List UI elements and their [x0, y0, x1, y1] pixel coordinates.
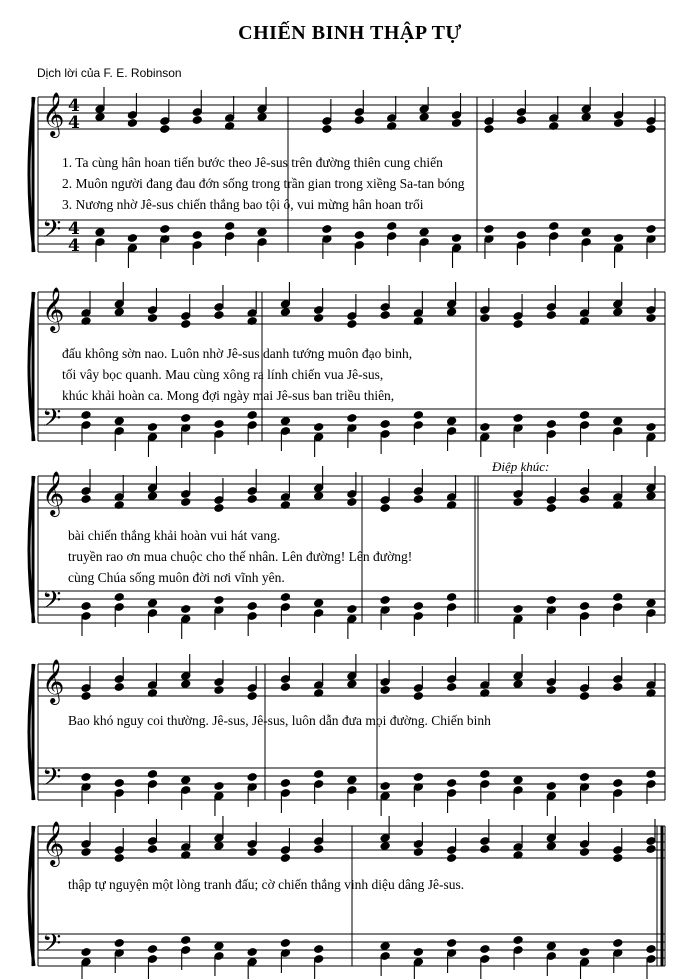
- treble-clef-icon: 𝄞: [42, 92, 65, 136]
- bass-clef-icon: 𝄢: [42, 404, 62, 439]
- time-signature-top: 4: [68, 96, 80, 116]
- time-signature-top: 4: [68, 219, 80, 239]
- bass-clef-icon: 𝄢: [42, 763, 62, 798]
- lyric-line-s3-v1: bài chiến thắng khải hoàn vui hát vang.: [68, 528, 281, 543]
- lyric-line-s2-v3: khúc khải hoàn ca. Mong đợi ngày mai Jê-sus ban triều thiên,: [62, 388, 395, 403]
- bass-clef-icon: 𝄢: [42, 215, 62, 250]
- time-signature-bottom: 4: [68, 236, 80, 256]
- lyric-line-s2-v2: tối vây bọc quanh. Mau cùng xông ra lính chiến vua Jê-sus,: [62, 367, 384, 382]
- lyric-line-s1-v2: 2. Muôn người đang đau đớn sống trong trần gian trong xiềng Sa-tan bóng: [62, 176, 465, 191]
- lyric-line-s1-v3: 3. Nương nhờ Jê-sus chiến thắng bao tội ô, vui mừng hân hoan trổi: [62, 197, 424, 212]
- treble-clef-icon: 𝄞: [42, 659, 65, 703]
- bass-clef-icon: 𝄢: [42, 586, 62, 621]
- translation-credit: Dịch lời của F. E. Robinson: [37, 66, 182, 80]
- time-signature-bottom: 4: [68, 113, 80, 133]
- refrain-label: Điệp khúc:: [492, 459, 550, 474]
- lyric-line-s1-v1: 1. Ta cùng hân hoan tiến bước theo Jê-sus trên đường thiên cung chiến: [62, 155, 443, 170]
- song-title: CHIẾN BINH THẬP TỰ: [238, 22, 462, 44]
- lyric-line-s4-v1: Bao khó nguy coi thường. Jê-sus, Jê-sus, luôn dẫn đưa mọi đường. Chiến binh: [68, 713, 491, 728]
- lyric-line-s3-v2: truyền rao ơn mua chuộc cho thế nhân. Lên đường! Lên đường!: [68, 549, 413, 564]
- bass-clef-icon: 𝄢: [42, 929, 62, 964]
- treble-clef-icon: 𝄞: [42, 471, 65, 515]
- treble-clef-icon: 𝄞: [42, 287, 65, 331]
- lyric-line-s2-v1: đấu không sờn nao. Luôn nhờ Jê-sus danh tướng muôn đạo binh,: [62, 346, 413, 361]
- lyric-line-s3-v3: cùng Chúa sống muôn đời nơi vĩnh yên.: [68, 570, 285, 585]
- lyric-line-s5-v1: thập tự nguyện một lòng tranh đấu; cờ chiến thắng vinh diệu dâng Jê-sus.: [68, 877, 465, 892]
- treble-clef-icon: 𝄞: [42, 821, 65, 865]
